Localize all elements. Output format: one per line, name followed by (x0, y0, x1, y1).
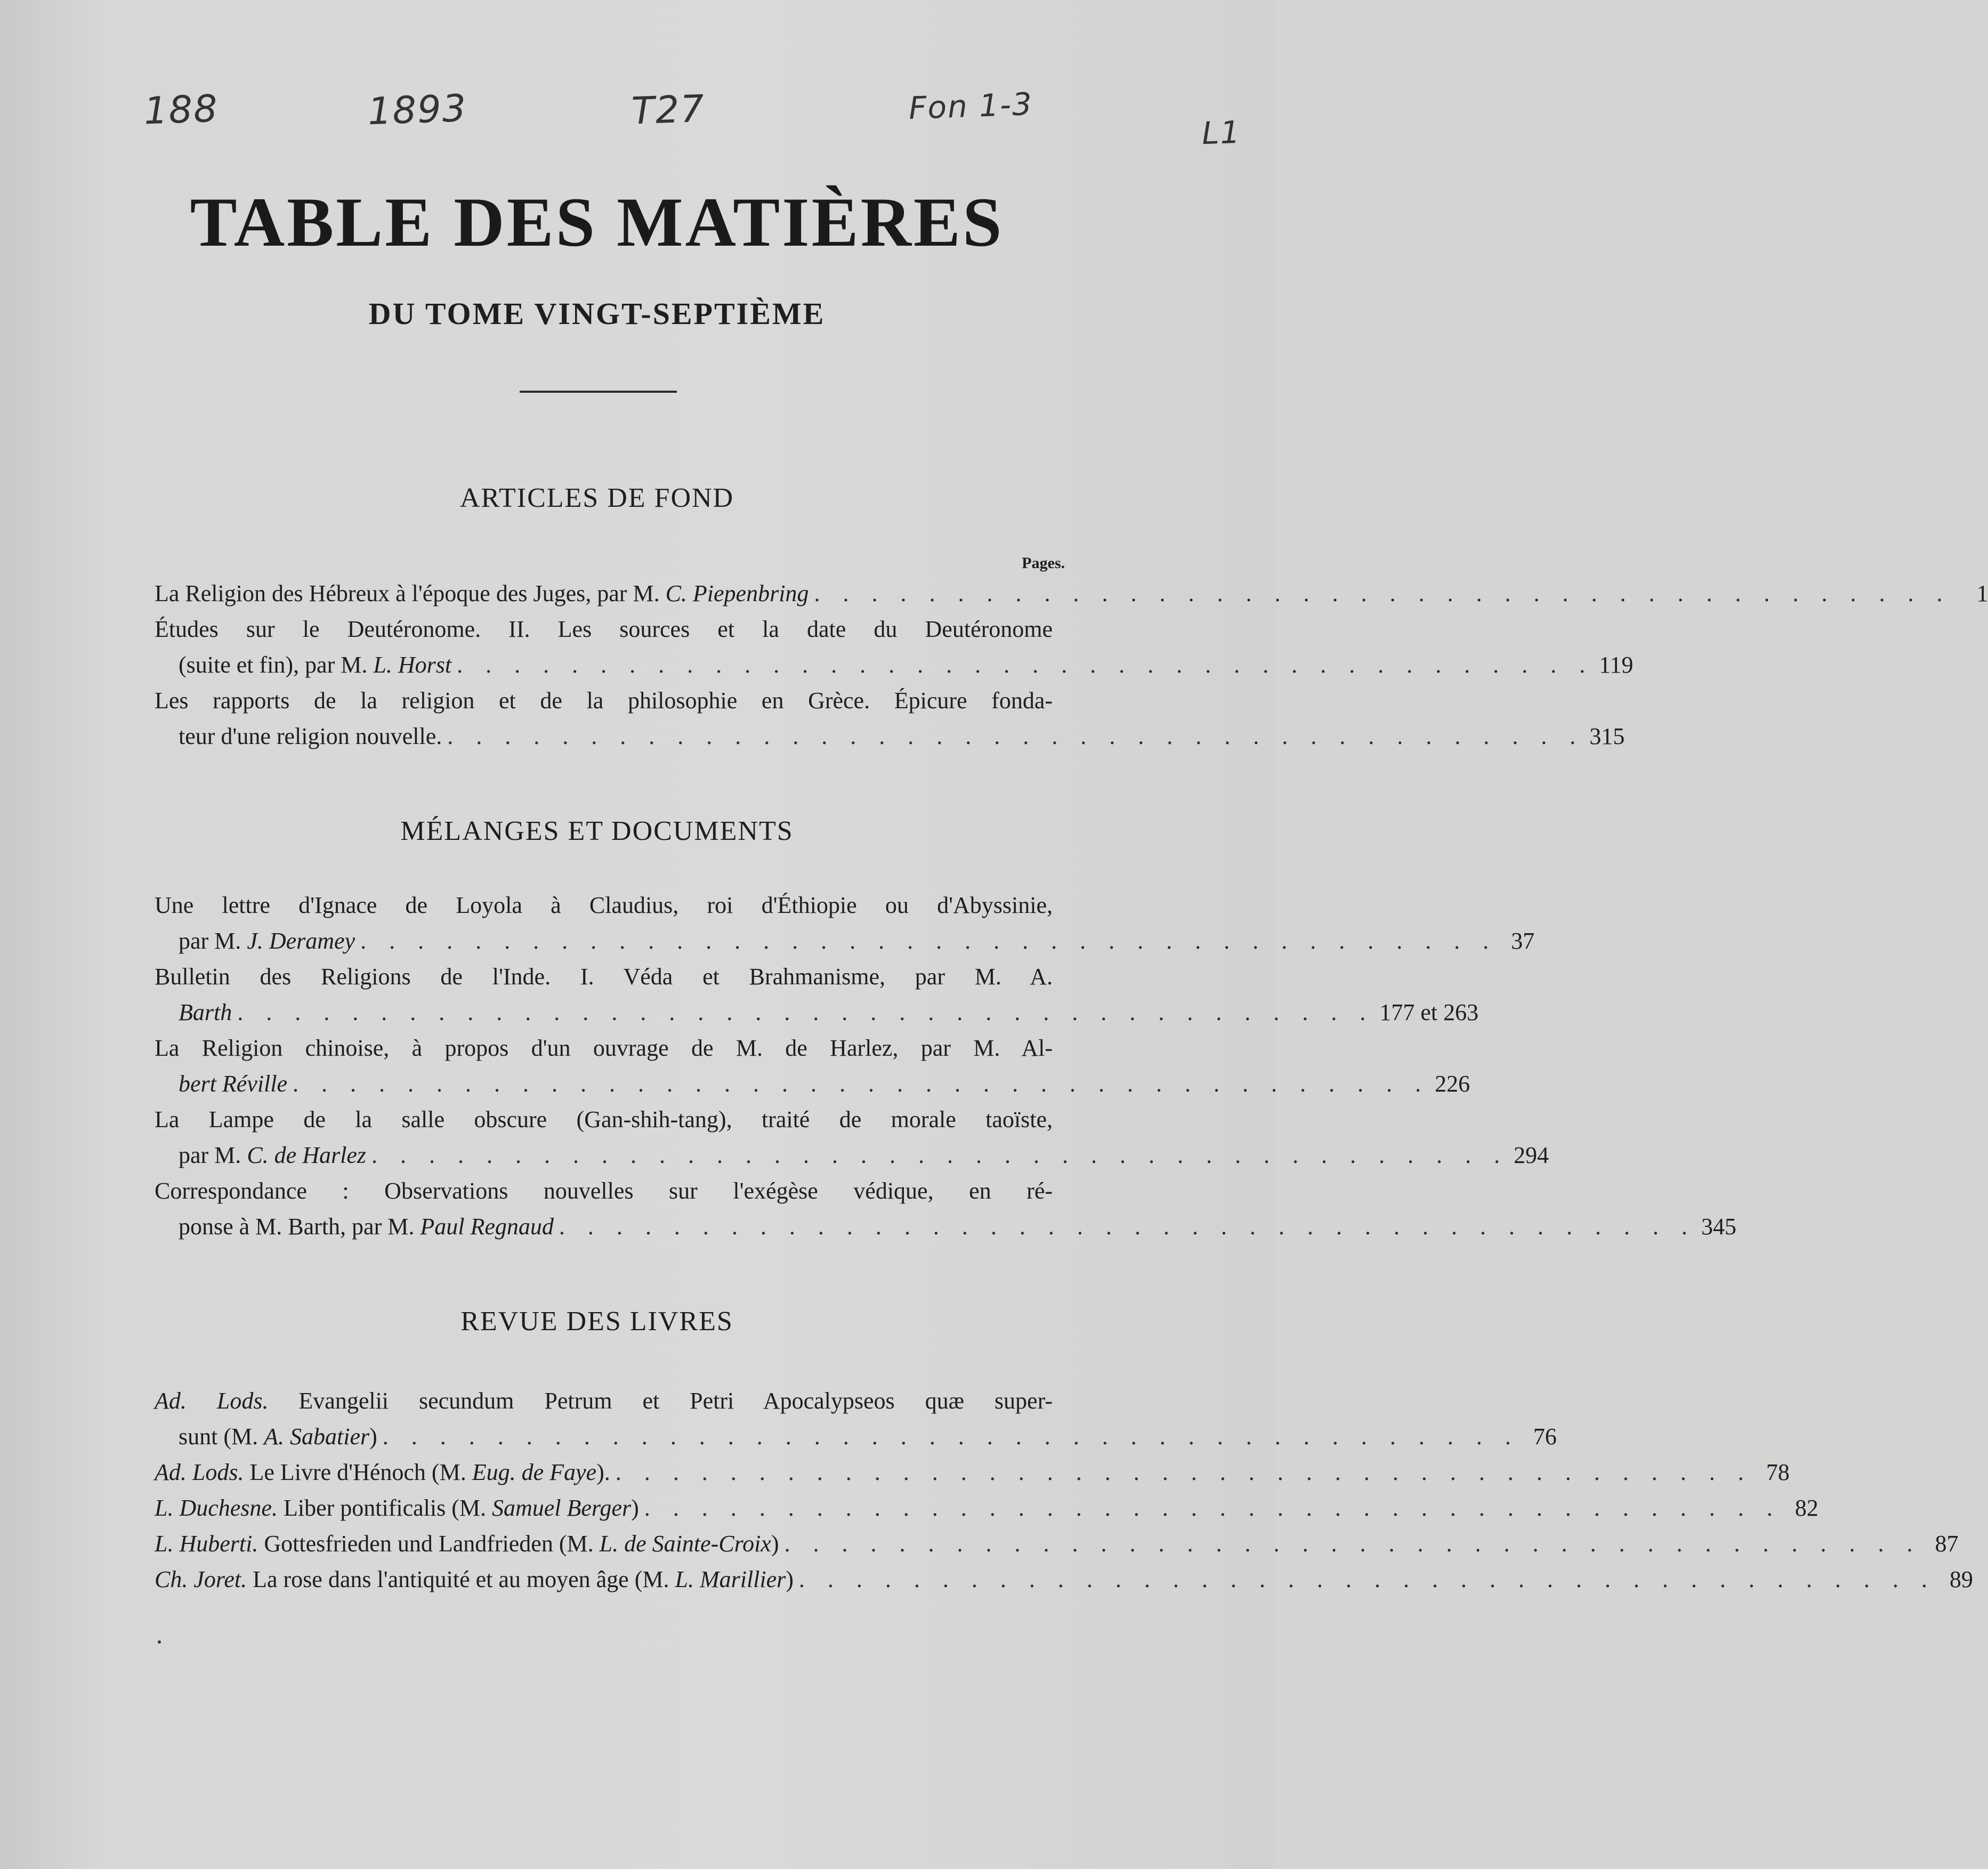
page-number: 1 (1976, 580, 1988, 606)
annotation-4: Fon 1-3 (908, 85, 1033, 127)
page-number: 76 (1533, 1423, 1557, 1450)
section-title-revue: REVUE DES LIVRES (460, 1306, 733, 1337)
toc-entry: Ad. Lods. Le Livre d'Hénoch (M. Eug. de Faye ). . . . . . . . . . . . . . . . . . . . . . . . . . . . . . . . . . . . . . . . . 78 (155, 1454, 1053, 1490)
annotation-1: 188 (143, 86, 219, 133)
page-number: 82 (1795, 1495, 1819, 1521)
annotation-3: T27 (631, 86, 706, 133)
toc-entry: Ch. Joret. La rose dans l'antiquité et au moyen âge (M. L. Marillier ) . . . . . . . . . . . . . . . . . . . . . . . . . . . . . . . . . . . . . . . . 89 (155, 1561, 1053, 1597)
toc-entry: Ad. Lods. Evangelii secundum Petrum et Petri Apocalypseos quæ super- sunt (M. A. Sabatier ) . . . . . . . . . . . . . . . . . . . . . . . . . . . . . . . . . . . . . . . . 76 (155, 1383, 1053, 1454)
page-number: 177 et 263 (1379, 999, 1478, 1025)
toc-entry: L. Duchesne. Liber pontificalis (M. Samuel Berger ) . . . . . . . . . . . . . . . . . . . . . . . . . . . . . . . . . . . . . . . . 82 (155, 1490, 1053, 1526)
toc-entry: Études sur le Deutéronome. II. Les sources et la date du Deutéronome (suite et fin), par M. L. Horst . . . . . . . . . . . . . . . . . . . . . . . . . . . . . . . . . . . . . . . . 119 (155, 611, 1053, 683)
pages-label: Pages. (1022, 554, 1065, 572)
toc-entry: Les rapports de la religion et de la philosophie en Grèce. Épicure fonda- teur d'une religion nouvelle. . . . . . . . . . . . . . . . . . . . . . . . . . . . . . . . . . . . . . . . . 315 (155, 683, 1053, 754)
section-melanges (155, 887, 1736, 1244)
toc-entry: La Religion des Hébreux à l'époque des Juges, par M. C. Piepenbring . . . . . . . . . . . . . . . . . . . . . . . . . . . . . . . . . . . . . . . . 1 (155, 576, 1053, 611)
page-number: 78 (1766, 1459, 1790, 1485)
page-number: 294 (1513, 1142, 1549, 1168)
section-title-articles: ARTICLES DE FOND (459, 483, 734, 513)
toc-entry: Correspondance : Observations nouvelles sur l'exégèse védique, en ré- ponse à M. Barth, par M. Paul Regnaud . . . . . . . . . . . . . . . . . . . . . . . . . . . . . . . . . . . . . . . . 345 (155, 1173, 1053, 1244)
section-title-melanges: MÉLANGES ET DOCUMENTS (400, 816, 794, 846)
section-articles (155, 576, 1988, 754)
page-number: 89 (1949, 1566, 1973, 1592)
page-subtitle: DU TOME VINGT-SEPTIÈME (368, 296, 826, 331)
annotation-5: L1 (1201, 114, 1242, 152)
toc-entry: L. Huberti. Gottesfrieden und Landfrieden (M. L. de Sainte-Croix ) . . . . . . . . . . . . . . . . . . . . . . . . . . . . . . . . . . . . . . . . 87 (155, 1526, 1053, 1561)
toc-entry: La Lampe de la salle obscure (Gan-shih-tang), traité de morale taoïste, par M. C. de Harlez . . . . . . . . . . . . . . . . . . . . . . . . . . . . . . . . . . . . . . . . 294 (155, 1102, 1053, 1173)
page-number: 226 (1435, 1071, 1470, 1097)
section-revue (155, 1383, 1973, 1597)
annotation-2: 1893 (367, 86, 468, 134)
page-number: 119 (1599, 652, 1634, 678)
ink-spot (158, 1640, 161, 1644)
page-number: 87 (1935, 1531, 1959, 1557)
toc-entry: Bulletin des Religions de l'Inde. I. Véda et Brahmanisme, par M. A. Barth . . . . . . . . . . . . . . . . . . . . . . . . . . . . . . . . . . . . . . . . 177 et 263 (155, 959, 1053, 1030)
page-number: 315 (1589, 723, 1625, 749)
title-rule (520, 391, 677, 393)
page-number: 37 (1511, 928, 1535, 954)
page-title: TABLE DES MATIÈRES (190, 183, 1004, 261)
toc-entry: La Religion chinoise, à propos d'un ouvrage de M. de Harlez, par M. Al- bert Réville . . . . . . . . . . . . . . . . . . . . . . . . . . . . . . . . . . . . . . . . 226 (155, 1030, 1053, 1102)
page-number: 345 (1701, 1213, 1736, 1240)
toc-entry: Une lettre d'Ignace de Loyola à Claudius, roi d'Éthiopie ou d'Abyssinie, par M. J. Deramey . . . . . . . . . . . . . . . . . . . . . . . . . . . . . . . . . . . . . . . . 37 (155, 887, 1053, 959)
